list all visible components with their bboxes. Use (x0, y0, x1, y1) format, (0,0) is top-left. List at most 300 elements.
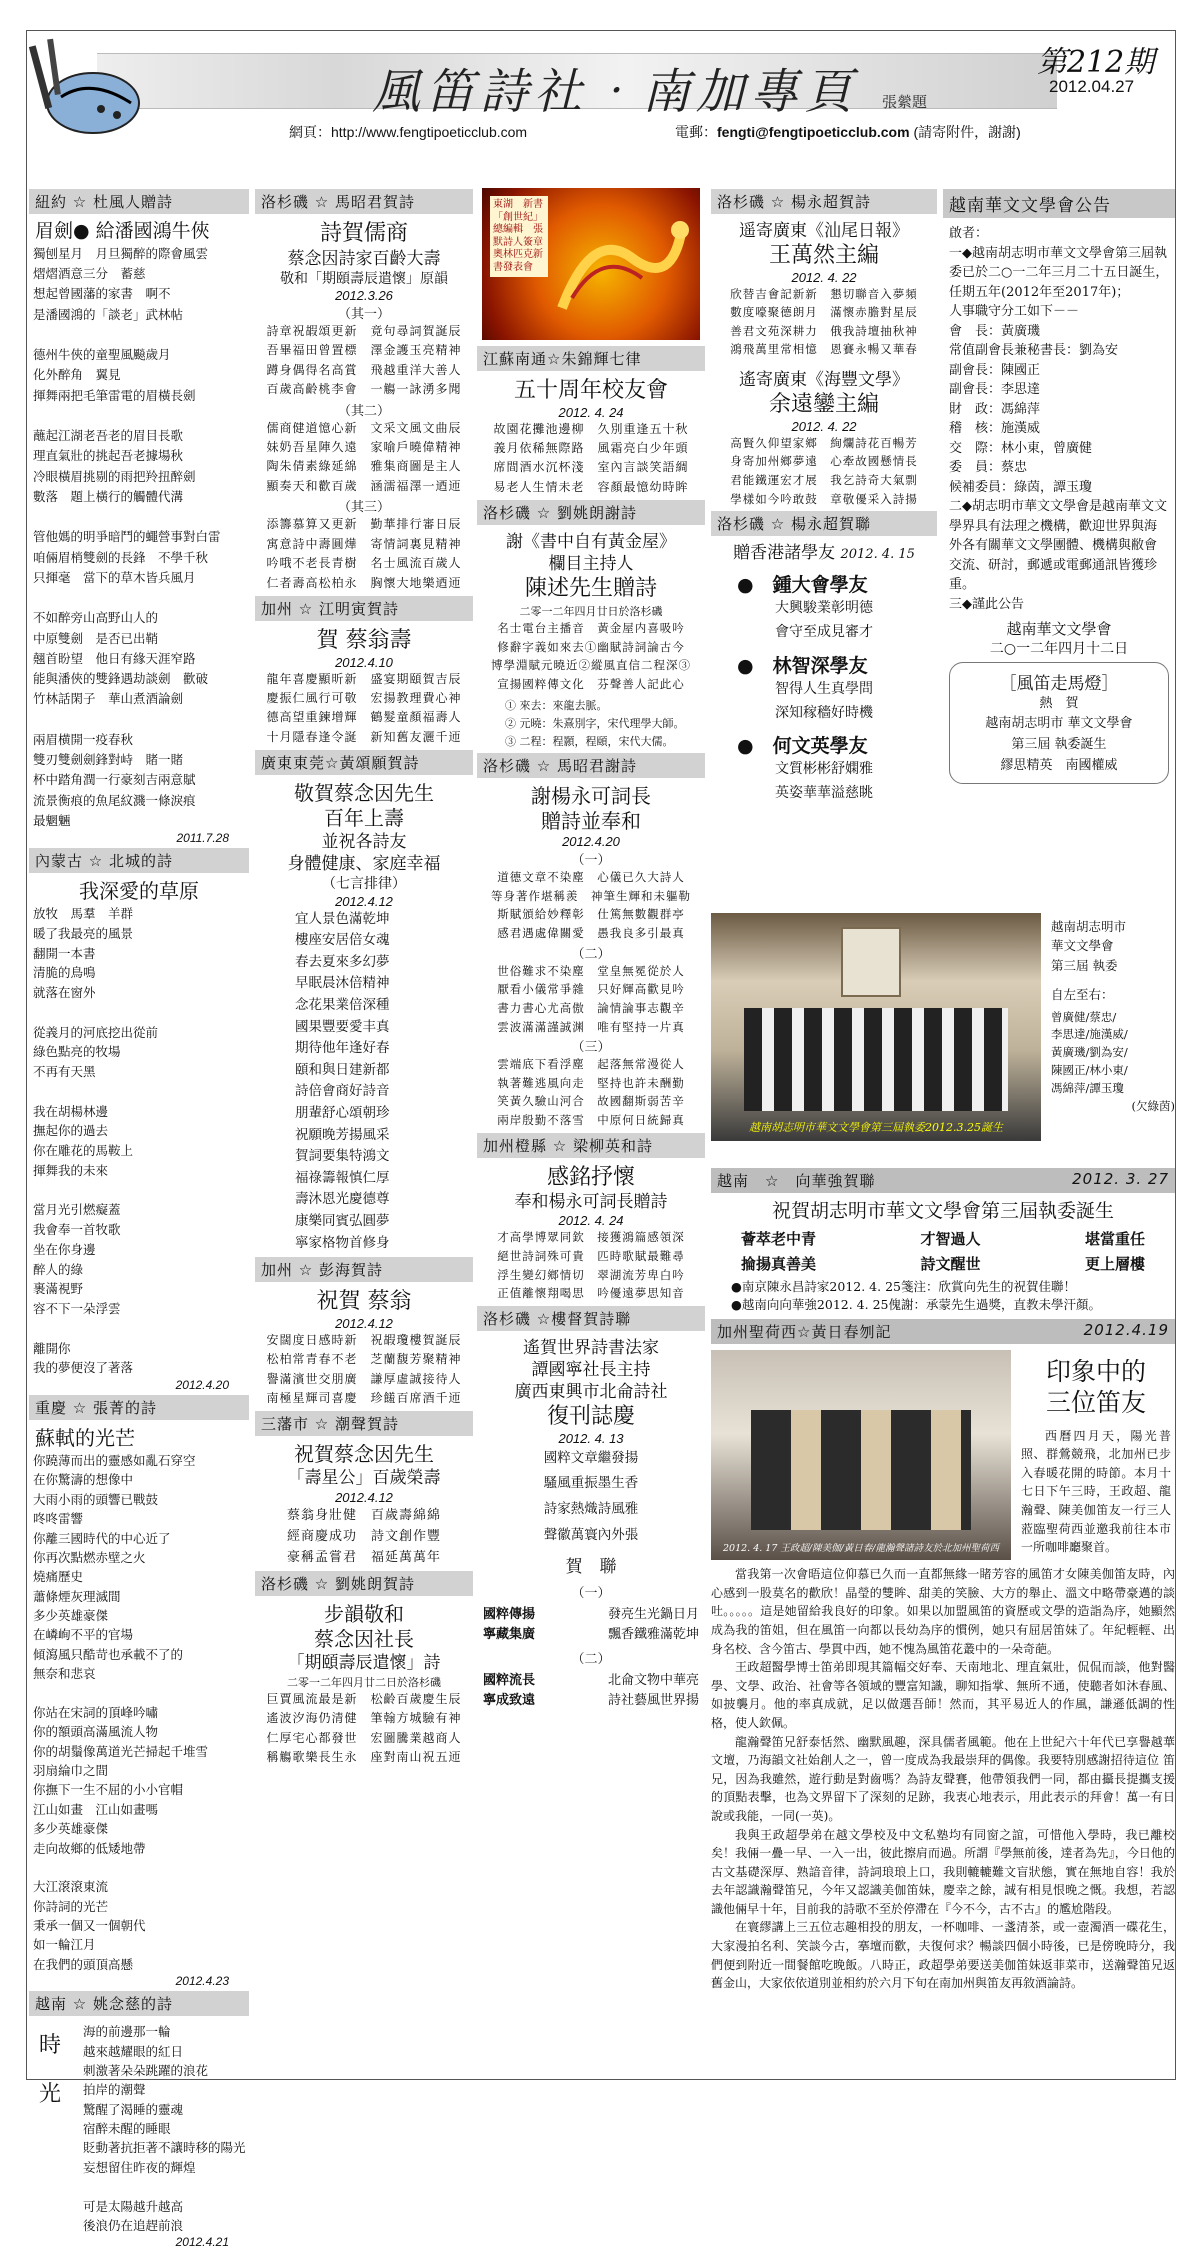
poem-subtitle: 身體健康、家庭幸福 (287, 854, 441, 875)
section-header (711, 1168, 1175, 1193)
section-header: 加州橙縣 ☆ 梁柳英和詩 (477, 1133, 705, 1158)
lower-right-section (711, 1165, 1175, 2079)
text-line: 走向故鄉的低矮地帶 (33, 1840, 146, 1856)
photo-caption: 越南胡志明市華文文學會第三屆執委2012.3.25誕生 (749, 1121, 1003, 1134)
text-line: 聲徽萬寰內外張 (543, 1526, 639, 1543)
text-line: 容不下一朵浮雲 (33, 1301, 121, 1316)
text-line: 國果豐要愛丰真 (295, 1018, 390, 1035)
text-line: 杯中踏角潤一行豪刻吉兩意賦 (33, 772, 196, 788)
poem-body (477, 962, 705, 1037)
couplet-recipient: ● 林智深學友 (737, 654, 868, 677)
text-line: 雲端底下看浮塵 起落無常漫從人 (497, 1057, 685, 1072)
poem-title (711, 542, 937, 564)
essay-heading (1021, 1356, 1171, 1557)
lantern-line: 越南胡志明市 華文文學會 (985, 716, 1133, 732)
section-header: 越南 ☆ 姚念慈的詩 (29, 1991, 249, 2016)
text-line: 人事職守分工如下－－ (949, 304, 1080, 319)
poem-body (29, 244, 249, 831)
poem-date: 2012.4.21 (175, 2235, 229, 2249)
couplet (477, 1605, 705, 1644)
text-line: 理直氣壯的挑起吾老據場秋 (33, 448, 184, 464)
poem-date: 二零一二年四月廿日於洛杉磯 (519, 604, 663, 618)
text-line: 早眠晨沐倍精神 (295, 975, 390, 992)
text-line: 騷風重振墨生香 (543, 1475, 639, 1492)
website-link[interactable]: 網頁：http://www.fengtipoeticclub.com (289, 124, 528, 140)
text-line: 江山如畫 江山如畫嗎 (33, 1801, 159, 1817)
poem-body (255, 1505, 473, 1568)
couplet-title: 賀 聯 (565, 1557, 617, 1578)
text-line: 流景衡痕的魚尾紋濺一條淚痕 (33, 792, 196, 808)
poem-subtitle: 欄目主持人 (548, 554, 634, 575)
text-line: 斯賦頒給妙釋彰 仕篤無數觀群亭 (497, 907, 685, 922)
section-header: 洛杉磯 ☆ 劉姚朗賀詩 (255, 1571, 473, 1596)
poem-subtitle: （七言排律） (322, 876, 406, 893)
section-header: 洛杉磯 ☆ 楊永超賀聯 (711, 511, 937, 536)
text-line: 樓座安居倍女魂 (295, 932, 390, 949)
text-line: 百歲高齡桃李會 一觴一詠湧多聞 (266, 382, 462, 397)
text-line: 副會長：陳國正 (949, 362, 1041, 378)
text-line: 等身著作堪稱羨 神筆生輝和未軀勒 (491, 888, 691, 903)
poem-part: （三） (571, 1040, 611, 1056)
poem-body (255, 419, 473, 497)
section-header: 洛杉磯 ☆ 劉姚朗謝詩 (477, 500, 705, 525)
text-line: 燒痛歷史 (33, 1569, 84, 1585)
couplet-line (711, 1253, 1175, 1278)
photo-info-line: 華文文學會 (1051, 938, 1114, 954)
text-line: 啟者： (949, 226, 989, 241)
text-line: 多少英雄豪傑 (33, 1608, 109, 1623)
text-line: 吾畢福田曾置標 澤金護玉亮精神 (266, 343, 462, 358)
text-line: 雲波滿滿謹誠渊 唯有堅持一片真 (497, 1019, 685, 1034)
text-line (33, 588, 249, 608)
couplet (477, 1671, 705, 1710)
email-link[interactable]: fengti@fengtipoeticclub.com (717, 124, 910, 140)
newspaper-page (26, 30, 1176, 2249)
essay-paragraph: 我與王政超學弟在越文學校及中文私塾均有同窗之誼，可惜他入學時，我已離校矣！我倆一疊一早、一入一出，彼此擦肩而過。所謂『學無前後，達者為先』，今日他的古文基礎深厚、熟諳音律，詩詞琅琅上口，我則轆轆難文盲狀態，實在無地自容！我於去年認識瀚聲笛兄，今年又認識美伽笛妹，慶幸之餘，誠有相見恨晚之慨。我想，若認識他倆早十年，目前我的詩歌不至於停滯在『今不今，古不古』的尷尬階段。 (711, 1827, 1175, 1916)
photo-info-line: 自左至右： (1051, 987, 1114, 1003)
text-line: 松柏常青春不老 芝蘭馥芳聚精神 (266, 1352, 462, 1367)
poem-body (477, 868, 705, 943)
column-5 (943, 186, 1175, 926)
section-header: 洛杉磯 ☆ 楊永超賀詩 (711, 189, 937, 214)
text-line: 不如醉旁山高野山人的 (33, 610, 159, 626)
text-line: 高賢久仰望家鄉 絢爛詩花百暢芳 (730, 435, 918, 450)
text-line: 宣揚國粹傳文化 芬聲善人記此心 (497, 676, 685, 691)
poem-title: 祝賀蔡念因先生 (294, 1442, 434, 1467)
text-line: 從義月的河底挖出從前 (33, 1024, 159, 1040)
text-line: 咱倆眉梢雙劍的長鋒 不學千秋 (33, 549, 209, 565)
section-header-text: 越南 ☆ 向華強賀聯 (717, 1172, 876, 1190)
text-line: 化外醉角 翼見 (33, 367, 121, 383)
poem-subtitle: 蔡念因社長 (314, 1626, 414, 1651)
text-line: 可是太陽越升越高 (83, 2198, 184, 2214)
text-line: 博學淵賦元曉近②縱風直信二程深③ (491, 658, 691, 673)
poem-subtitle: 王萬然主編 (768, 243, 879, 269)
text-line (33, 1858, 249, 1877)
couplet-recipient: ● 鍾大會學友 (737, 574, 868, 597)
text-line: 陶朱倩素綠延綿 雅集商圖是主人 (266, 459, 462, 474)
text-line: 越來越耀眼的紅日 (83, 2043, 184, 2059)
footnotes (477, 697, 705, 750)
poem-date: 2012. 4. 22 (791, 269, 857, 285)
text-line: 傾瀉風只酷苛也承載不了的 (33, 1646, 184, 1662)
text-line: 十月隱春逢令誕 新知舊友灑千迊 (266, 729, 462, 744)
text-line: 最魍魎 (33, 812, 71, 828)
text-line: 豪稱孟嘗君 福延萬萬年 (286, 1549, 441, 1565)
text-line: 才高學博眾同欽 接獲鴻篇感領深 (497, 1230, 685, 1245)
section-header: 洛杉磯 ☆ 馬昭君謝詩 (477, 753, 705, 778)
column-1 (29, 186, 249, 2249)
issue-date: 2012.04.27 (1049, 77, 1135, 96)
poem-body (29, 1451, 249, 1974)
poem-part: （其三） (337, 500, 390, 516)
text-line: 賀詞要集特鴻文 (295, 1148, 390, 1165)
text-line: 仁者壽高松柏永 胸懷大地樂迺迊 (266, 575, 462, 590)
text-line: 稽 核：施漢威 (949, 421, 1041, 436)
text-line: 蘸起江湖老吾老的眉目長歌 (33, 428, 184, 443)
text-line: 儒商健道憶心新 文采文風文曲辰 (266, 420, 462, 435)
text-line: 慶振仁風行可敬 宏揚教理費心神 (266, 690, 462, 705)
text-line: 裹滿視野 (33, 1281, 84, 1297)
text-line: 想起曾國藩的家書 啊不 (33, 286, 171, 302)
poem-body (255, 322, 473, 400)
poem-subtitle: 並祝各詩友 (321, 832, 407, 853)
text-line: 厭看小儀常爭雜 只好輝高歡見吟 (497, 982, 685, 997)
text-line: 揮舞兩把毛筆雷電的眉橫長劍 (33, 387, 196, 403)
text-line: 笑黃久驗山河合 故國翻斯弱苦辛 (497, 1094, 685, 1109)
text-line: 貶動著抗拒著不讓時移的陽光 (83, 2140, 246, 2156)
text-line: 就落在窗外 (33, 985, 96, 1000)
text-line: 冷眼橫眉挑剔的雨把羚扭醉劍 (33, 468, 196, 484)
poem-body (477, 420, 705, 498)
text-line: 黃廣璣/劉為安/ (1051, 1045, 1128, 1060)
couplet-line (483, 1691, 699, 1711)
text-line: 詩章祝嘏頌更新 竟句尋詞賀誕辰 (266, 323, 462, 338)
poem-title: 祝賀 蔡翁 (316, 1289, 412, 1315)
text-line: 詩倍會商好詩音 (295, 1083, 390, 1100)
text-line: 春去夏來多幻夢 (295, 953, 390, 970)
text-line: 身寄加州鄉夢遠 心牽故國懸情長 (730, 454, 918, 469)
poem-date: 2012. 4. 13 (558, 1430, 624, 1446)
text-line: 馮綿萍/譚玉瓊 (1051, 1080, 1124, 1095)
poem-title: 謝《書中自有黃金屋》 (506, 532, 676, 553)
section-date: 2012.4.19 (1083, 1321, 1169, 1340)
text-line: 數度嚎聚德朗月 滿懷赤膽對星辰 (730, 305, 918, 320)
couplet-segment: 才智過人 (920, 1229, 981, 1248)
masthead-header (27, 31, 1177, 141)
couplet-head: 寧成致遠 (483, 1692, 536, 1708)
friends-photo (711, 1350, 1011, 1560)
text-line: 書力書心尤高傲 論情論事志觀辛 (497, 1000, 685, 1015)
text-line: 蹲身偶得名高賞 飛越重洋大善人 (266, 362, 462, 377)
text-line: 交 際：林小東，曾廣健 (949, 440, 1093, 456)
poem-title: 蘇軾的光芒 (35, 1426, 135, 1450)
photo-info (1051, 917, 1175, 1115)
section-header: 越南華文文學會公告 (943, 189, 1175, 218)
photo-info-line: 第三屆 執委 (1051, 957, 1118, 973)
masthead-signature: 張縈題 (882, 93, 928, 111)
photo-info-line: 越南胡志明市 (1051, 919, 1127, 934)
essay-intro (711, 1350, 1175, 1565)
text-line (33, 1082, 249, 1102)
poem-date: 2012.3.26 (335, 287, 393, 303)
couplet-line: 大興駿業彰明德 (775, 600, 873, 617)
text-line: 你的額頭高滿風流人物 (33, 1724, 159, 1740)
text-line: 獨刨星月 月旦獨醉的際會風雲 (33, 245, 209, 261)
couplet-text: 發亮生光鍋日月 (607, 1607, 699, 1623)
lantern-title: ［風笛走馬燈］ (999, 673, 1119, 694)
text-line: 鴻飛萬里常相憶 恩賽永暢又華春 (730, 342, 918, 357)
text-line: 學樣如今吟敢鼓 章敬優采入詩揚 (730, 491, 918, 506)
poem-date: 二零一二年四月廿二日於洛杉磯 (287, 1675, 441, 1689)
text-line: 大江滾滾東流 (33, 1879, 109, 1895)
text-line: 兩岸殷勤不落雪 中原何日統歸真 (497, 1113, 685, 1128)
poem-part: （其一） (337, 306, 390, 322)
poem-title: 我深愛的草原 (79, 879, 199, 903)
text-line: 會 長：黃廣璣 (949, 323, 1041, 339)
poem-subtitle: 陳述先生贈詩 (524, 576, 657, 602)
poem-date: 2012. 4. 24 (558, 404, 624, 420)
poem-body (255, 1331, 473, 1409)
couplet-line: 智得人生真學問 (775, 680, 873, 697)
text-line: 副會長：李思達 (949, 382, 1041, 397)
text-line: 宜人景色滿乾坤 (295, 910, 390, 927)
announcement-signer: 越南華文文學會 (1006, 620, 1112, 638)
text-line: 你蹺薄而出的靈感如亂石穿空 (33, 1453, 196, 1468)
poem-title-text: 贈香港諸學友 (733, 543, 836, 564)
poem-subtitle: 譚國寧社長主持 (531, 1359, 651, 1380)
poem-title-char: 光 (39, 2081, 62, 2107)
artwork-label: 東湖 新書「創世紀」總編輯 張默詩人簽章 奧林匹克新書發表會 (490, 196, 548, 277)
text-line: 我在胡楊林邊 (33, 1103, 109, 1119)
text-line: 德高望重鍊增輝 鶴髮童顏福壽人 (266, 710, 462, 725)
text-line: 曾廣健/蔡忠/ (1051, 1009, 1117, 1024)
text-line: 撫起你的過去 (33, 1123, 109, 1139)
group-photo-section (711, 913, 1175, 1163)
lantern-line: 熱 賀 (1039, 695, 1079, 711)
text-line: 福祿籌報慎仁厚 (295, 1169, 390, 1186)
email-line (675, 122, 1021, 142)
masthead-title: 風笛詩社‧南加專頁 (372, 64, 859, 120)
group-photo (711, 913, 1041, 1141)
couplet-line: 深知稼穡好時機 (775, 704, 873, 721)
lantern-box (949, 662, 1169, 784)
text-line: 吟哦不老長青樹 名士風流百歲人 (266, 556, 462, 571)
couplet-segment: 更上層樓 (1084, 1254, 1145, 1273)
text-line: 詩家熱熾詩風雅 (543, 1500, 639, 1517)
text-line: 陳國正/林小東/ (1051, 1062, 1128, 1077)
text-line (33, 1684, 249, 1703)
text-line: 秉承一個又一個朝代 (33, 1918, 146, 1933)
text-line: 離開你 (33, 1340, 71, 1356)
text-line: 驚醒了渴睡的靈魂 (83, 2101, 184, 2117)
text-line: 安闊度日感時新 祝嘏瓊樓賀誕辰 (266, 1332, 462, 1347)
poem-body (29, 904, 249, 1378)
poem-title: 五十周年校友會 (513, 378, 668, 403)
text-line (33, 1003, 249, 1023)
text-line: 期待他年逢好春 (295, 1040, 390, 1057)
couplet-head: 寧藏集廣 (483, 1626, 536, 1642)
text-line: 能與潘俠的雙鋒遇劫談劍 歡破 (33, 671, 209, 686)
essay-title: 三位笛友 (1045, 1388, 1146, 1418)
text-line: 譽滿濱世交朋廣 謙厚虛誠接待人 (266, 1371, 462, 1386)
section-date: 2012. 3. 27 (1072, 1170, 1169, 1188)
essay-paragraph: 在寰繆講上三五位志趣相投的朋友，一杯咖啡、一盞清茶，或一壺濁酒一碟花生，大家漫拍名利、笑談今古，搴壇而歡，夫復何求？暢談四個小時後，已是傍晚時分，我們便到附近一間餐館吃晚飯。八時正，政超學弟要送美伽笛妹返菲菜市，送瀚聲笛兄返舊金山，大家依依道別並相約於六月下旬在南加州與笛友再敘酒論詩。 (711, 1920, 1175, 1991)
text-line: 稱觴歌樂長生永 座對南山祝五迊 (266, 1750, 462, 1765)
poem-subtitle: 奉和楊永可詞長贈詩 (514, 1192, 668, 1213)
poem-body (255, 1690, 473, 1768)
photo-absent-note: (欠綠茵) (1131, 1098, 1175, 1113)
poem-date: 2012.4.20 (175, 1378, 229, 1392)
text-line: 當月光引燃癡蓋 (33, 1202, 121, 1218)
text-line: 財 政：馮綿萍 (949, 401, 1041, 417)
poem-date: 2012. 4. 22 (791, 418, 857, 434)
email-note: (請寄附件，謝謝) (913, 124, 1021, 140)
text-line (33, 507, 249, 527)
poem-date: 2012. 4. 24 (558, 1213, 624, 1229)
poem-part: （一） (571, 853, 611, 869)
essay-lead: 西曆四月天，陽光普照、群鶯競飛，北加州已步入春暖花開的時節。本月十七日下午三時，王政超、龍瀚聲、陳美伽笛友一行三人蒞臨聖荷西並邀我前往本市一所咖啡廳聚首。 (1021, 1428, 1171, 1555)
couplet-segment: 堪當重任 (1084, 1229, 1145, 1248)
announcement-date: 二○一二年四月十二日 (989, 640, 1129, 657)
photo-names (1051, 1009, 1175, 1098)
text-line: 國粹文章繼發揚 (543, 1449, 639, 1466)
section-header: 江蘇南通☆朱錦輝七律 (477, 346, 705, 371)
friends-people (751, 1410, 971, 1530)
couplet-segment: 掄揚真善美 (741, 1254, 817, 1273)
text-line: 在我們的頭頂高懸 (33, 1956, 134, 1972)
text-line: 巨賈風流最是新 松齡百歲慶生辰 (266, 1691, 462, 1706)
text-line: 龍年喜慶顯昕新 盛宴期頤賀吉辰 (266, 671, 462, 686)
text-line: 醉人的綠 (33, 1261, 84, 1277)
couplet-title: 祝賀胡志明市華文文學會第三屆執委誕生 (771, 1200, 1114, 1222)
column-2 (255, 186, 473, 2076)
couplet-head: 國粹流長 (483, 1673, 536, 1689)
text-line: 康樂同賓弘圓夢 (295, 1212, 390, 1229)
text-line: 你的胡鬚像萬道光芒掃起千堆雪 (33, 1743, 209, 1759)
issue-number: 第212期 (1037, 45, 1155, 80)
photo-caption: 2012. 4. 17 王政超/陳美伽/黃日春/龍瀚聲諸詩友於北加州聖荷西 (722, 1543, 999, 1555)
poem-subtitle: 廣西東興市北侖詩社 (514, 1382, 668, 1402)
couplet-line (483, 1625, 699, 1645)
poem-subtitle: 「期頤壽辰遣懷」詩 (287, 1652, 441, 1673)
text-line: 二◆胡志明市華文文學會是越南華文文學界具有法理之機構，歡迎世界與海外各有關華文文學團體、機構與敝會交流、研討，郵遞或電郵通訊皆獲珍重。 (949, 499, 1167, 592)
section-header: 加州 ☆ 江明寅賀詩 (255, 596, 473, 621)
poem-title: 感銘抒懷 (546, 1164, 635, 1190)
bagpipe-icon (31, 37, 153, 141)
text-line: 兩眉横開一疫春秋 (33, 731, 134, 747)
couplet-recipient: ● 何文英學友 (737, 735, 868, 758)
poem-title-char: 時 (39, 2033, 62, 2059)
column-3 (477, 186, 705, 2076)
text-line: 雙刃雙劍劍鋒對峙 賭一賭 (33, 752, 184, 767)
couplet-line: 英姿華華溢慈眺 (775, 785, 873, 802)
couplet-segment: 詩文醒世 (920, 1254, 981, 1273)
text-line: 不再有天黑 (33, 1064, 96, 1079)
text-line: 經商慶成功 詩文創作豐 (286, 1528, 441, 1544)
poem-title: 遙寄廣東《海豐文學》 (739, 370, 909, 391)
text-line: 如一輪江月 (33, 1937, 96, 1953)
text-line: 妄想留住昨夜的輝煌 (83, 2159, 196, 2175)
couplet-line: 文質彬彬舒嫻雅 (775, 761, 873, 778)
text-line: 寓意詩中壽圓燁 寄情詞裏見精神 (266, 536, 462, 551)
text-line: 三◆謹此公告 (949, 596, 1024, 612)
couplet-text: 北侖文物中華亮 (607, 1673, 699, 1689)
text-line: 我的夢便沒了著落 (33, 1360, 134, 1376)
poem-date: 2012.4.12 (335, 1489, 393, 1505)
couplet-part: （二） (571, 1652, 611, 1668)
section-header: 洛杉磯 ☆樓督賀詩聯 (477, 1306, 705, 1331)
section-header-text: 加州聖荷西☆黃日春刎記 (717, 1323, 892, 1342)
text-line: 正值離懷翔喝思 吟優遠夢思知音 (497, 1286, 685, 1301)
poem-body (477, 1446, 705, 1549)
text-line: 蕭條煙灰理滅間 (33, 1588, 121, 1604)
poem-title: 敬賀蔡念因先生 (294, 781, 434, 806)
text-line: 宿醉未醒的睡眼 (83, 2121, 171, 2136)
text-line: 頤和與日建新都 (295, 1061, 390, 1078)
text-line: 感君遇處偉關愛 愚我良多引最真 (497, 926, 685, 941)
text-line: 義月依稀無際路 風霜亮白少年頭 (493, 440, 689, 455)
text-line: 羽扇綸巾之間 (33, 1763, 109, 1778)
text-line: 顯奏天和歡百歲 涵濡福澤一迺迊 (266, 478, 462, 493)
couplet-line (483, 1671, 699, 1691)
text-line: 刺激著朵朵跳躍的浪花 (83, 2062, 209, 2078)
text-line: 熠熠酒意三分 蓄慈 (33, 266, 146, 281)
poem-title: 步韻敬和 (324, 1601, 404, 1626)
text-line: 無奈和悲哀 (33, 1666, 96, 1682)
footnote: ② 元曉：朱熹別字，宋代理學大師。 (505, 717, 685, 731)
poem-subtitle: 蔡念因詩家百齡大壽 (287, 248, 441, 269)
couplet-note: ●越南向向華強2012. 4. 25傀謝：承蒙先生過獎，直教未學汗顏。 (731, 1297, 1101, 1313)
poem-title: 遙賀世界詩書法家 (523, 1337, 659, 1358)
text-line: 坐在你身邊 (33, 1241, 96, 1257)
poem-title: 遥寄廣東《汕尾日報》 (739, 221, 909, 241)
text-line: 蔡翁身壯健 百歲壽綿綿 (286, 1507, 441, 1523)
couplet-line: 會守至成見審才 (775, 624, 873, 641)
text-line: 咚咚雷響 (33, 1511, 84, 1527)
text-line: 清脆的鳥鳴 (33, 965, 96, 981)
couplet-note: ●南京陳永昌詩家2012. 4. 25箋注：欣賞向先生的祝賀佳聯！ (731, 1278, 1076, 1294)
text-line: 你離三國時代的中心近了 (33, 1530, 171, 1546)
text-line: 翻開一本書 (33, 945, 96, 961)
section-header: 洛杉磯 ☆ 馬昭君賀詩 (255, 189, 473, 214)
essay-paragraph: 王政超醫學博士笛弟即現其篇幅交好奉、天南地北、理直氣壯，侃侃而談，他對醫學、文學、政治、社會等各領域的豐富知識，聊知指掌、無所不通，使聽者如沐春風、如披襲月。他的率真成就，足以做選吾師！然而，其平易近人的作風，謙遜低調的性格，使人欽佩。 (711, 1660, 1175, 1730)
couplet-text: 飄香鐵雅滿乾坤 (607, 1626, 699, 1642)
poem-body (79, 2022, 246, 2235)
text-line: 念花果業倍深種 (295, 997, 390, 1014)
poem-subtitle: 贈詩並奉和 (541, 809, 641, 834)
text-line: 添籌慕算又更新 勤華排行審日辰 (266, 517, 462, 532)
acrostic-poem (255, 909, 473, 1255)
email-label: 電郵： (675, 124, 717, 140)
announcement-body (943, 224, 1175, 614)
section-header: 三藩市 ☆ 潮聲賀詩 (255, 1411, 473, 1436)
poem-subtitle: 百年上壽 (324, 806, 404, 831)
text-line: 妹奶吾星陣久遠 家喻戶曉偉精神 (266, 439, 462, 454)
text-line: 數落 題上橫行的觸體代溝 (33, 488, 184, 504)
couplet-line (483, 1605, 699, 1625)
text-line (33, 325, 249, 345)
poem-body (477, 619, 705, 694)
couplet-line (711, 1224, 1175, 1253)
dragon-artwork (482, 188, 700, 340)
poem-date: 2012.4.12 (335, 893, 393, 909)
couplet-segment: 薈萃老中青 (741, 1229, 817, 1248)
poem-subtitle: 余遠鑾主編 (768, 392, 879, 418)
text-line: 後浪仍在追趕前浪 (83, 2217, 184, 2233)
text-line: 綠色點亮的牧場 (33, 1044, 121, 1060)
text-line: 寧家格物首修身 (295, 1234, 390, 1251)
